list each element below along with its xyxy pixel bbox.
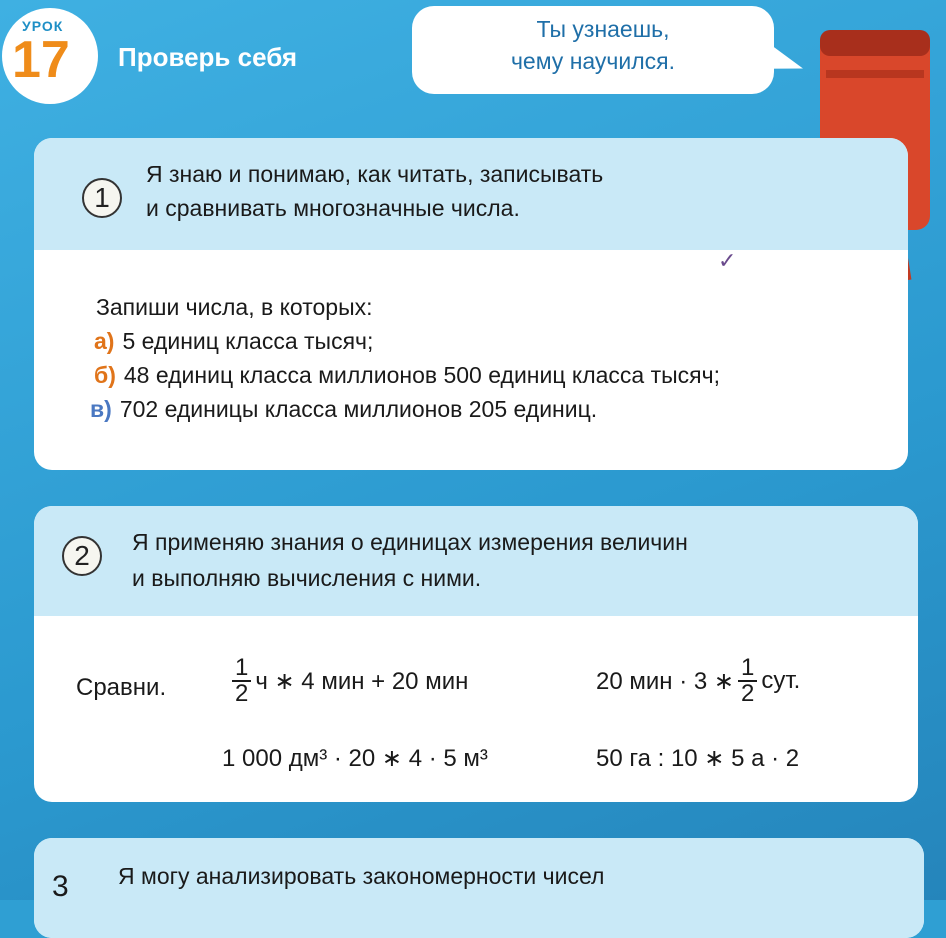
lesson-number: 17 [12, 31, 70, 89]
expression-2-lead: 20 мин · 3 ∗ [596, 667, 734, 695]
section-1-number: 1 [82, 178, 122, 218]
section-2-number: 2 [62, 536, 102, 576]
section-2-header [34, 506, 918, 616]
fraction-1-numerator: 1 [232, 656, 251, 682]
task-item-b [94, 362, 720, 389]
section-1-card [34, 138, 908, 470]
speech-bubble [412, 6, 774, 94]
expression-3: 1 000 дм³ · 20 ∗ 4 · 5 м³ [222, 745, 488, 772]
section-3-card [34, 838, 924, 938]
speech-line-1: Ты узнаешь, [536, 16, 670, 42]
fraction-2 [738, 656, 757, 706]
section-2-heading-line-2: и выполняю вычисления с ними. [132, 565, 482, 591]
section-2-card [34, 506, 918, 802]
section-1-heading-line-2: и сравнивать многозначные числа. [146, 195, 520, 221]
section-2-heading-line-1: Я применяю знания о единицах измерения величин [132, 529, 688, 555]
pencil-check-mark: ✓ [718, 248, 737, 273]
lesson-badge [0, 0, 110, 110]
section-3-heading: Я могу анализировать закономерности чисел [118, 863, 605, 889]
task-text-c: 702 единицы класса миллионов 205 единиц. [119, 396, 598, 422]
fraction-2-numerator: 1 [738, 656, 757, 682]
expression-4: 50 га : 10 ∗ 5 а · 2 [596, 745, 800, 772]
section-1-intro: Запиши числа, в которых: [96, 294, 373, 320]
compare-label: Сравни. [76, 674, 167, 701]
task-letter-b: б) [94, 362, 116, 388]
fraction-1-denominator: 2 [235, 680, 249, 707]
expression-1-rest: ч ∗ 4 мин + 20 мин [255, 667, 469, 695]
task-text-b: 48 единиц класса миллионов 500 единиц класса тысяч; [123, 362, 721, 388]
expression-2 [596, 656, 800, 706]
task-letter-c: в) [90, 396, 112, 422]
fraction-1 [232, 656, 251, 706]
page-title: Проверь себя [118, 42, 298, 72]
section-3-number: 3 [52, 870, 69, 903]
task-item-c [90, 396, 597, 423]
task-item-a [94, 328, 373, 355]
task-text-a: 5 единиц класса тысяч; [122, 328, 374, 354]
lesson-word: УРОК [22, 18, 64, 34]
expression-1 [228, 656, 468, 706]
expression-2-rest: сут. [761, 667, 801, 694]
section-1-heading-line-1: Я знаю и понимаю, как читать, записывать [146, 161, 604, 187]
task-letter-a: а) [94, 328, 115, 354]
speech-line-2: чему научился. [510, 48, 676, 74]
fraction-2-denominator: 2 [740, 680, 755, 707]
